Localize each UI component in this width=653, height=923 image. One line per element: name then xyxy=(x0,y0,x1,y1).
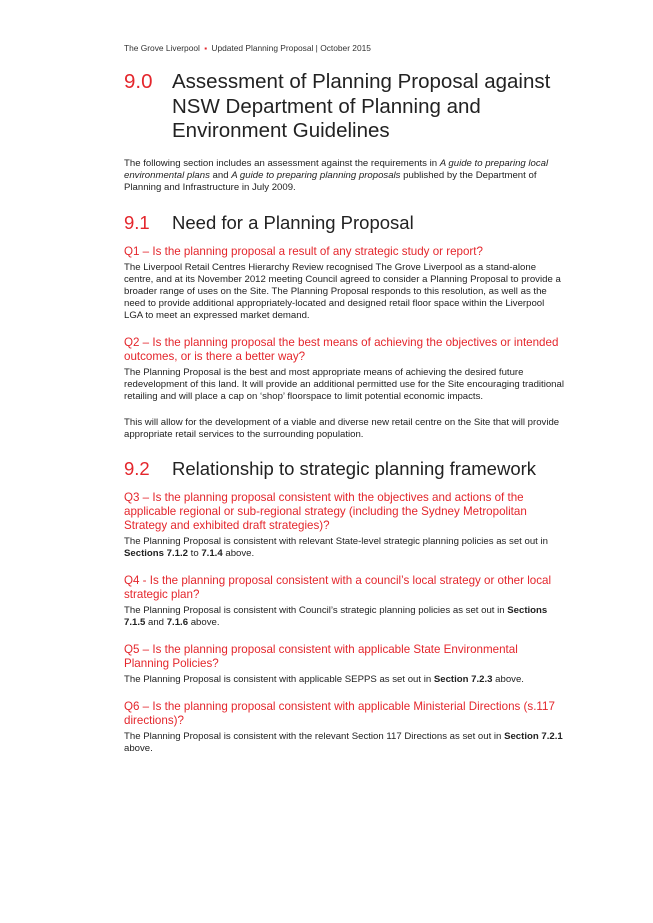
question-q5: Q5 – Is the planning proposal consistent with applicable State Environmental Planning Policies? xyxy=(124,642,518,670)
section-number: 9.2 xyxy=(124,457,150,479)
section-reference: Section 7.2.3 xyxy=(433,673,493,685)
section-9-1-heading xyxy=(124,213,564,233)
answer-q2-para1: The Planning Proposal is the best and most appropriate means of achieving the desired future redevelopment of this land. It will provide an additional permitted use for the Site encouraging traditional retailing and will place a cap on ‘shop’ floorspace to limit potential economic impacts. xyxy=(124,366,564,402)
running-header xyxy=(124,43,371,53)
answer-q5: The Planning Proposal is consistent with applicable SEPPS as set out in Section 7.2.3 above. xyxy=(124,673,524,685)
section-title: Need for a Planning Proposal xyxy=(172,211,414,233)
main-content xyxy=(124,70,564,769)
guide-pp-title: A guide to preparing planning proposals xyxy=(231,169,401,181)
answer-q3: The Planning Proposal is consistent with relevant State-level strategic planning policies as set out in Sections 7.1.2 to 7.1.4 above. xyxy=(124,535,548,559)
section-reference: 7.1.6 xyxy=(166,616,189,628)
section-9-2-heading xyxy=(124,459,564,479)
section-title: Assessment of Planning Proposal against NSW Department of Planning and Environment Guidelines xyxy=(172,70,551,142)
section-title: Relationship to strategic planning framework xyxy=(172,457,537,479)
section-reference: Section 7.2.1 xyxy=(504,730,563,742)
section-number: 9.0 xyxy=(124,70,153,93)
answer-q1: The Liverpool Retail Centres Hierarchy Review recognised The Grove Liverpool as a stand-alone centre, and at its November 2012 meeting Council agreed to consider a Planning Proposal to provide a broader range of uses on the Site. The Planning Proposal responds to this resolution, as well as the need to provide additional appropriately-located and designed retail floor space within the Liverpool LGA to meet an expressed market demand. xyxy=(124,261,561,321)
answer-q2-para2: This will allow for the development of a viable and diverse new retail centre on the Site that will provide appropriate retail services to the surrounding population. xyxy=(124,416,560,440)
answer-q6: The Planning Proposal is consistent with the relevant Section 117 Directions as set out in Section 7.2.1 above. xyxy=(124,730,563,754)
intro-paragraph: The following section includes an assessment against the requirements in A guide to preparing local environmental plans and A guide to preparing planning proposals published by the Department of Planning and Infrastructure in July 2009. xyxy=(124,157,549,193)
answer-q4: The Planning Proposal is consistent with Council’s strategic planning policies as set out in Sections 7.1.5 and 7.1.6 above. xyxy=(124,604,548,628)
section-reference: Sections 7.1.2 xyxy=(124,547,188,559)
section-reference: Sections 7.1.5 xyxy=(124,604,548,628)
question-q2: Q2 – Is the planning proposal the best means of achieving the objectives or intended outcomes, or is there a better way? xyxy=(124,335,559,363)
section-number: 9.1 xyxy=(124,211,150,233)
question-q4: Q4 - Is the planning proposal consistent with a council’s local strategy or other local strategic plan? xyxy=(124,573,552,601)
section-9-heading xyxy=(124,70,564,144)
question-q1: Q1 – Is the planning proposal a result of any strategic study or report? xyxy=(124,244,483,258)
guide-lep-title: A guide to preparing local environmental plans xyxy=(124,157,549,181)
question-q6: Q6 – Is the planning proposal consistent with applicable Ministerial Directions (s.117 directions)? xyxy=(124,699,555,727)
header-separator: ▪ xyxy=(204,44,208,53)
question-q3: Q3 – Is the planning proposal consistent with the objectives and actions of the applicable regional or sub-regional strategy (including the Sydney Metropolitan Strategy and exhibited draft strategies)? xyxy=(124,490,527,532)
section-reference: 7.1.4 xyxy=(201,547,223,559)
header-doc: Updated Planning Proposal | October 2015 xyxy=(211,43,371,53)
header-project: The Grove Liverpool xyxy=(124,43,200,53)
